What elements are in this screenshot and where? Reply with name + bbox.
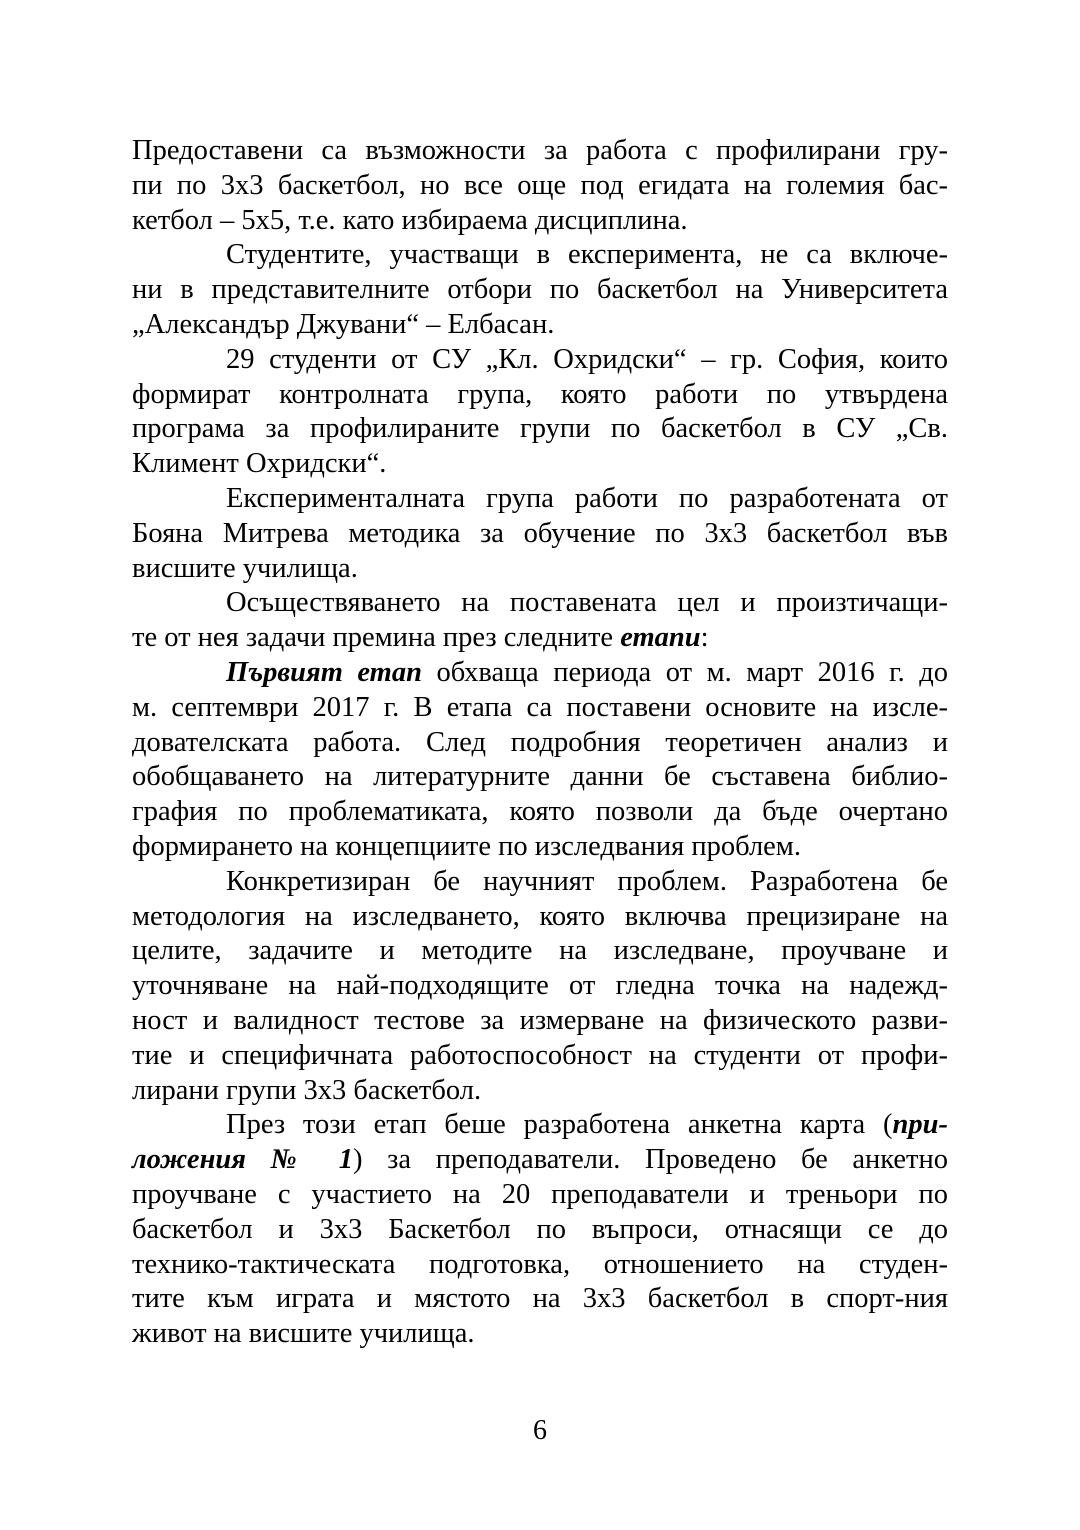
text-run: графия по проблематиката, която позволи да бъде очертано [132,796,948,828]
text-run: пи по 3x3 баскетбол, но все още под егидата на големия бас- [132,169,948,201]
text-line [132,378,948,413]
paragraph [132,586,948,656]
text-line [132,343,948,378]
text-run: дователската работа. След подробния теоретичен анализ и [132,726,948,758]
text-run: програма за профилираните групи по баскетбол в СУ „Св. [132,413,948,445]
text-run: технико-тактическата подготовка, отношението на студен- [132,1248,948,1280]
text-run: висшите училища. [132,552,358,584]
text-line [132,238,948,273]
text-line [132,412,948,447]
text-run: кетбол – 5x5, т.е. като избираема дисциплина. [132,204,688,236]
emphasis-text: Първият етап [226,656,422,688]
text-run: 29 студенти от СУ „Кл. Охридски“ – гр. София, които [226,343,948,375]
text-run: Експерименталната група работи по разработената от [226,482,948,514]
text-run: уточняване на най-подходящите от гледна точка на надежд- [132,970,948,1002]
text-line [132,134,948,169]
text-run: ) за преподаватели. Проведено бе анкетно [353,1144,949,1176]
text-run: : [700,622,709,654]
text-line [132,1108,948,1143]
text-run: тите към играта и мястото на 3x3 баскетбол в спорт-ния [132,1283,948,1315]
paragraph [132,134,948,238]
text-run: ност и валидност тестове за измерване на физическото разви- [132,1004,948,1036]
text-run: Климент Охридски“. [132,448,387,480]
text-run: Предоставени са възможности за работа с профилирани гру- [132,135,948,166]
emphasis-text: при- [892,1109,948,1141]
text-run: Бояна Митрева методика за обучение по 3x3 баскетбол във [132,517,948,549]
text-run: формират контролната група, която работи по утвърдена [132,378,948,410]
emphasis-text: ложения № 1 [132,1144,354,1176]
text-line [132,1039,948,1074]
text-line [132,482,948,517]
text-run: обобщаването на литературните данни бе съставена библио- [132,761,948,793]
text-line [132,865,948,900]
text-line [132,656,948,691]
text-run: Студентите, участващи в експеримента, не са включе- [226,239,948,271]
text-line [132,1143,948,1178]
text-run: проучване с участието на 20 преподаватели и треньори по [132,1178,948,1210]
paragraph [132,482,948,586]
text-run: живот на висшите училища. [132,1318,475,1350]
text-line [132,900,948,935]
emphasis-text: етапи [620,622,701,654]
text-line [132,1213,948,1248]
paragraph [132,343,948,482]
text-line [132,308,948,343]
text-line [132,169,948,204]
text-line [132,621,948,656]
text-line [132,273,948,308]
paragraph [132,1108,948,1352]
text-line [132,586,948,621]
text-run: целите, задачите и методите на изследване, проучване и [132,935,948,967]
text-run: тие и специфичната работоспособност на студенти от профи- [132,1039,948,1071]
text-run: Осъществяването на поставената цел и произтичащи- [226,587,948,619]
text-line [132,1317,948,1352]
paragraph [132,238,948,342]
text-run: баскетбол и 3x3 Баскетбол по въпроси, отнасящи се до [132,1213,948,1245]
text-run: През този етап беше разработена анкетна карта ( [226,1109,893,1141]
paragraph [132,656,948,865]
body-text [132,134,948,1352]
text-run: м. септември 2017 г. В етапа са поставени основите на изсле- [132,691,948,723]
text-line [132,760,948,795]
text-run: лирани групи 3x3 баскетбол. [132,1074,482,1106]
page-number: 6 [533,1415,547,1446]
text-line [132,204,948,239]
text-run: те от нея задачи премина през следните [132,622,621,654]
text-run: формирането на концепциите по изследвания проблем. [132,830,801,862]
text-line [132,726,948,761]
text-line [132,691,948,726]
text-line [132,795,948,830]
text-run: методология на изследването, която включва прецизиране на [132,900,948,932]
text-line [132,830,948,865]
text-line [132,1004,948,1039]
text-run: „Александър Джувани“ – Елбасан. [132,308,555,340]
text-line [132,969,948,1004]
text-run: Конкретизиран бе научният проблем. Разработена бе [226,865,948,897]
text-run: ни в представителните отбори по баскетбол на Университета [132,274,948,306]
text-line [132,1178,948,1213]
text-run: обхваща периода от м. март 2016 г. до [421,656,948,688]
text-line [132,517,948,552]
text-line [132,934,948,969]
text-line [132,1074,948,1109]
text-line [132,1248,948,1283]
text-line [132,447,948,482]
text-line [132,552,948,587]
paragraph [132,865,948,1109]
text-line [132,1282,948,1317]
